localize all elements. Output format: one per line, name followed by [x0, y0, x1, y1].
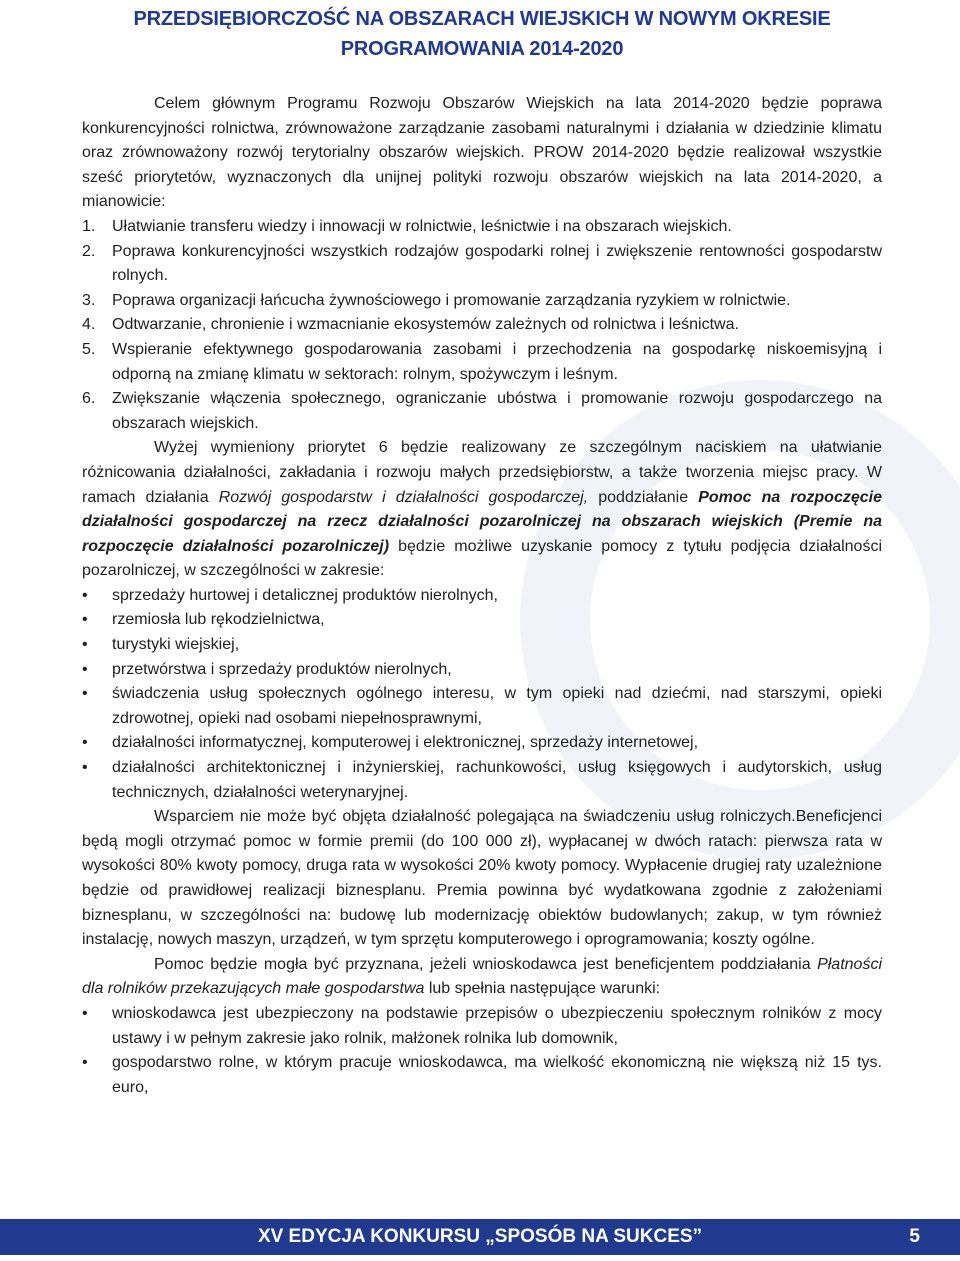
page-number: 5 — [909, 1226, 920, 1247]
list-item-text: rzemiosła lub rękodzielnictwa, — [112, 611, 325, 629]
bullet-icon: • — [82, 586, 88, 604]
list-item-text: gospodarstwo rolne, w którym pracuje wnioskodawca, ma wielkość ekonomiczną nie większą niż 15 tys. euro, — [112, 1054, 882, 1096]
list-item-text: przetwórstwa i sprzedaży produktów nierolnych, — [112, 660, 452, 678]
conditions-list — [82, 1002, 882, 1100]
list-item — [82, 584, 882, 609]
priority-text: Wspieranie efektywnego gospodarowania zasobami i przechodzenia na gospodarkę niskoemisyjną i odporną na zmianę klimatu w sektorach: rolnym, spożywczym i leśnym. — [112, 340, 882, 383]
list-item-text: sprzedaży hurtowej i detalicznej produktów nierolnych, — [112, 586, 498, 604]
list-item — [82, 731, 882, 756]
bullet-icon: • — [82, 734, 88, 752]
priority-item — [82, 313, 882, 338]
support-text: Wyżej wymieniony priorytet 6 będzie realizowany ze szczególnym naciskiem na ułatwianie różnicowania działalności, zakładania i rozwoju małych przedsiębiorstw, a także tworzenia miejsc pracy. W ramach działania — [82, 439, 882, 506]
priority-number: 4. — [82, 316, 96, 334]
eligibility-paragraph — [82, 953, 882, 1002]
footer-bar — [0, 1219, 960, 1255]
support-text: poddziałanie — [588, 488, 699, 506]
scope-list — [82, 584, 882, 805]
priority-number: 3. — [82, 291, 96, 309]
priority-number: 6. — [82, 390, 96, 408]
priority-item — [82, 240, 882, 289]
eligibility-text: Pomoc będzie mogła być przyznana, jeżeli wnioskodawca jest beneficjentem poddziałania — [154, 955, 818, 973]
support-text: będzie możliwe uzyskanie pomocy z tytułu podjęcia działalności pozarolniczej, w szczególności w zakresie: — [82, 537, 882, 580]
bullet-icon: • — [82, 685, 88, 703]
intro-paragraph: Celem głównym Programu Rozwoju Obszarów Wiejskich na lata 2014-2020 będzie poprawa konkurencyjności rolnictwa, zrównoważone zarządzanie zasobami naturalnymi i działania w dziedzinie klimatu oraz zrównoważony rozwój terytorialny obszarów wiejskich. PROW 2014-2020 będzie realizował wszystkie sześć priorytetów, wyznaczonych dla unijnej polityki rozwoju obszarów wiejskich na lata 2014-2020, a mianowicie: — [82, 95, 882, 211]
bullet-icon: • — [82, 636, 88, 654]
list-item-text: działalności informatycznej, komputerowej i elektronicznej, sprzedaży internetowej, — [112, 734, 699, 752]
submeasure-name: Pomoc na rozpoczęcie działalności gospodarczej na rzecz działalności pozarolniczej na obszarach wiejskich (Premie na rozpoczęcie działalności pozarolniczej) — [82, 488, 882, 555]
priority-text: Poprawa organizacji łańcucha żywnościowego i promowanie zarządzania ryzykiem w rolnictwie. — [112, 291, 791, 309]
article-body — [82, 92, 882, 1100]
list-item — [82, 682, 882, 731]
priority-number: 5. — [82, 340, 96, 358]
list-item-text: wnioskodawca jest ubezpieczony na podstawie przepisów o ubezpieczeniu społecznym rolników z mocy ustawy i w pełnym zakresie jako rolnik, małżonek rolnika lub domownik, — [112, 1004, 882, 1047]
list-item — [82, 608, 882, 633]
list-item — [82, 756, 882, 805]
bullet-icon: • — [82, 759, 88, 777]
list-item — [82, 1002, 882, 1051]
priority-item — [82, 215, 882, 240]
priority-text: Ułatwianie transferu wiedzy i innowacji w rolnictwie, leśnictwie i na obszarach wiejskich. — [112, 217, 732, 235]
priority-item — [82, 289, 882, 314]
priority-item — [82, 387, 882, 436]
priority-item — [82, 338, 882, 387]
priority-text: Odtwarzanie, chronienie i wzmacnianie ekosystemów zależnych od rolnictwa i leśnictwa. — [112, 316, 739, 334]
priorities-list — [82, 215, 882, 436]
bullet-icon: • — [82, 1054, 88, 1072]
list-item — [82, 1051, 882, 1100]
page-title: PRZEDSIĘBIORCZOŚĆ NA OBSZARACH WIEJSKICH W NOWYM OKRESIE PROGRAMOWANIA 2014-2020 — [133, 8, 831, 60]
support-paragraph — [82, 436, 882, 584]
bullet-icon: • — [82, 1004, 88, 1022]
priority-number: 1. — [82, 217, 96, 235]
priority-text: Zwiększanie włączenia społecznego, ograniczanie ubóstwa i promowanie rozwoju gospodarczego na obszarach wiejskich. — [112, 390, 882, 432]
measure-name: Rozwój gospodarstw i działalności gospodarczej, — [218, 488, 589, 506]
list-item-text: świadczenia usług społecznych ogólnego interesu, w tym opieki nad dziećmi, nad starszymi, opieki zdrowotnej, opieki nad osobami niepełnosprawnymi, — [112, 685, 882, 727]
eligibility-text: lub spełnia następujące warunki: — [424, 980, 661, 998]
measure-name: Płatności dla rolników przekazujących małe gospodarstwa — [82, 955, 882, 998]
priority-number: 2. — [82, 242, 96, 260]
list-item-text: działalności architektonicznej i inżynierskiej, rachunkowości, usług księgowych i audytorskich, usług technicznych, działalności weterynaryjnej. — [112, 759, 882, 801]
list-item — [82, 658, 882, 683]
bullet-icon: • — [82, 660, 88, 678]
list-item-text: turystyki wiejskiej, — [112, 636, 240, 654]
grant-paragraph: Wsparciem nie może być objęta działalność polegająca na świadczeniu usług rolniczych.Beneficjenci będą mogli otrzymać pomoc w formie premii (do 100 000 zł), wypłacanej w dwóch ratach: pierwsza rata w wysokości 80% kwoty pomocy, druga rata w wysokości 20% kwoty pomocy. Wypłacenie drugiej raty uzależnione będzie od prawidłowej realizacji biznesplanu. Premia powinna być wydatkowana zgodnie z założeniami biznesplanu, w szczególności na: budowę lub modernizację obiektów budowlanych; zakup, w tym również instalację, nowych maszyn, urządzeń, w tym sprzętu komputerowego i oprogramowania; koszty ogólne. — [82, 808, 882, 949]
list-item — [82, 633, 882, 658]
priority-text: Poprawa konkurencyjności wszystkich rodzajów gospodarki rolnej i zwiększenie rentowności gospodarstw rolnych. — [112, 242, 882, 285]
bullet-icon: • — [82, 611, 88, 629]
footer-title: XV EDYCJA KONKURSU „SPOSÓB NA SUKCES” — [257, 1226, 703, 1247]
